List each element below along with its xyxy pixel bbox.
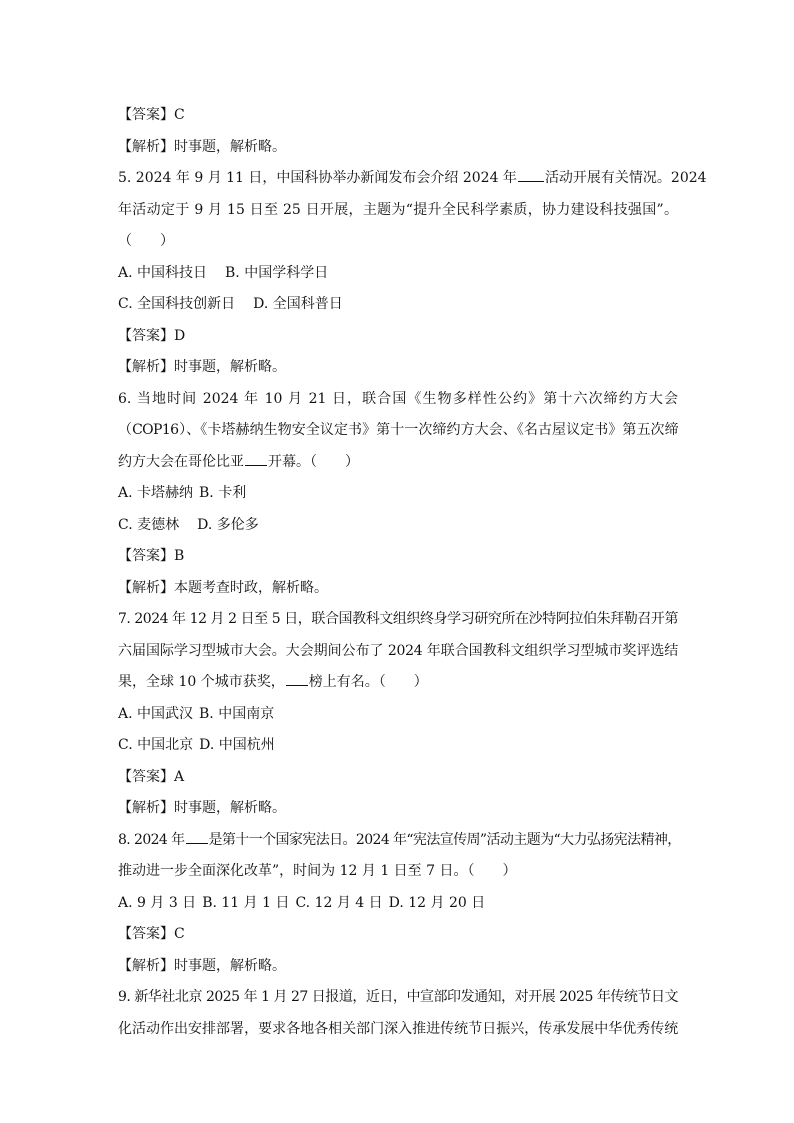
question-text: 7. 2024 年 12 月 2 日至 5 日，联合国教科文组织终身学习研究所在沙特阿拉伯朱拜勒召开第 <box>118 611 678 627</box>
option-d: D. 12 月 20 日 <box>388 894 486 911</box>
explanation-4 <box>118 132 678 164</box>
answer-text: 【答案】C <box>118 107 185 123</box>
answer-6 <box>118 541 678 573</box>
option-a: A. 9 月 3 日 <box>118 894 197 911</box>
explanation-8 <box>118 951 678 983</box>
explanation-text: 【解析】本题考查时政，解析略。 <box>118 579 328 596</box>
option-c: C. 中国北京 <box>118 737 194 753</box>
answer-blank <box>518 167 544 182</box>
question-text: 榜上有名。（ ） <box>308 674 428 690</box>
option-b: B. 中国南京 <box>199 705 275 722</box>
answer-4 <box>118 100 678 132</box>
option-d: D. 中国杭州 <box>199 737 275 753</box>
option-d: D. 全国科普日 <box>253 296 343 312</box>
question-8-line-2 <box>118 856 678 888</box>
question-text: 是第十一个国家宪法日。2024 年“宪法宣传周”活动主题为“大力弘扬宪法精神， <box>208 831 681 848</box>
question-6-line-2 <box>118 415 678 447</box>
answer-blank <box>286 671 308 686</box>
question-text: （COP16）、《卡塔赫纳生物安全议定书》第十一次缔约方大会、《名古屋议定书》第五次缔 <box>118 422 678 438</box>
option-b: B. 卡利 <box>199 485 247 501</box>
question-7-line-1 <box>118 604 678 636</box>
explanation-text: 【解析】时事题，解析略。 <box>118 138 286 155</box>
question-9-line-1 <box>118 982 678 1014</box>
option-c: C. 12 月 4 日 <box>295 894 383 911</box>
answer-text: 【答案】A <box>118 768 185 785</box>
question-6-line-3 <box>118 447 678 479</box>
question-text: 年活动定于 9 月 15 日至 25 日开展，主题为“提升全民科学素质，协力建设科技强国”。 <box>118 201 678 218</box>
explanation-5 <box>118 352 678 384</box>
question-text: 9. 新华社北京 2025 年 1 月 27 日报道，近日，中宣部印发通知，对开展 2025 年传统节日文 <box>118 989 678 1005</box>
explanation-text: 【解析】时事题，解析略。 <box>118 359 286 375</box>
question-text: 6. 当地时间 2024 年 10 月 21 日，联合国《生物多样性公约》第十六次缔约方大会 <box>118 390 678 407</box>
question-9-line-2 <box>118 1014 678 1046</box>
question-list <box>118 100 707 1045</box>
answer-blank <box>245 451 267 466</box>
question-7-line-2 <box>118 636 678 668</box>
explanation-7 <box>118 793 678 825</box>
question-5-line-3 <box>118 226 678 258</box>
question-text: （ ） <box>118 233 174 249</box>
explanation-6 <box>118 573 678 605</box>
question-text: 化活动作出安排部署，要求各地各相关部门深入推进传统节日振兴，传承发展中华优秀传统 <box>118 1020 678 1037</box>
question-7-options-row-2 <box>118 730 678 762</box>
question-8-options <box>118 888 678 920</box>
option-c: C. 麦德林 <box>118 516 180 533</box>
explanation-text: 【解析】时事题，解析略。 <box>118 800 286 816</box>
question-text: 活动开展有关情况。2024 <box>544 170 707 186</box>
question-5-line-1 <box>118 163 707 195</box>
option-a: A. 中国武汉 <box>118 705 194 722</box>
question-8-line-1 <box>118 825 681 857</box>
answer-blank <box>186 829 208 844</box>
question-text: 六届国际学习型城市大会。大会期间公布了 2024 年联合国教科文组织学习型城市奖评选结 <box>118 642 678 659</box>
option-c: C. 全国科技创新日 <box>118 296 236 312</box>
option-a: A. 卡塔赫纳 <box>118 485 194 501</box>
answer-text: 【答案】C <box>118 926 185 942</box>
explanation-text: 【解析】时事题，解析略。 <box>118 957 286 974</box>
option-b: B. 中国学科学日 <box>225 264 329 281</box>
answer-text: 【答案】D <box>118 327 186 344</box>
answer-8 <box>118 919 678 951</box>
question-text: 推动进一步全面深化改革”，时间为 12 月 1 日至 7 日。（ ） <box>118 863 517 879</box>
question-7-options-row-1 <box>118 699 678 731</box>
option-d: D. 多伦多 <box>197 516 259 533</box>
answer-5 <box>118 321 678 353</box>
question-text: 8. 2024 年 <box>118 831 185 848</box>
question-6-line-1 <box>118 384 678 416</box>
question-text: 果，全球 10 个城市获奖， <box>118 674 285 690</box>
question-text: 约方大会在哥伦比亚 <box>118 453 244 470</box>
question-5-options-row-1 <box>118 258 678 290</box>
question-5-options-row-2 <box>118 289 678 321</box>
question-6-options-row-2 <box>118 510 678 542</box>
question-text: 开幕。（ ） <box>268 453 359 470</box>
question-6-options-row-1 <box>118 478 678 510</box>
question-5-line-2 <box>118 195 678 227</box>
answer-text: 【答案】B <box>118 548 185 564</box>
question-7-line-3 <box>118 667 678 699</box>
question-text: 5. 2024 年 9 月 11 日，中国科协举办新闻发布会介绍 2024 年 <box>118 170 517 186</box>
option-b: B. 11 月 1 日 <box>202 894 290 911</box>
option-a: A. 中国科技日 <box>118 264 208 281</box>
answer-7 <box>118 762 678 794</box>
